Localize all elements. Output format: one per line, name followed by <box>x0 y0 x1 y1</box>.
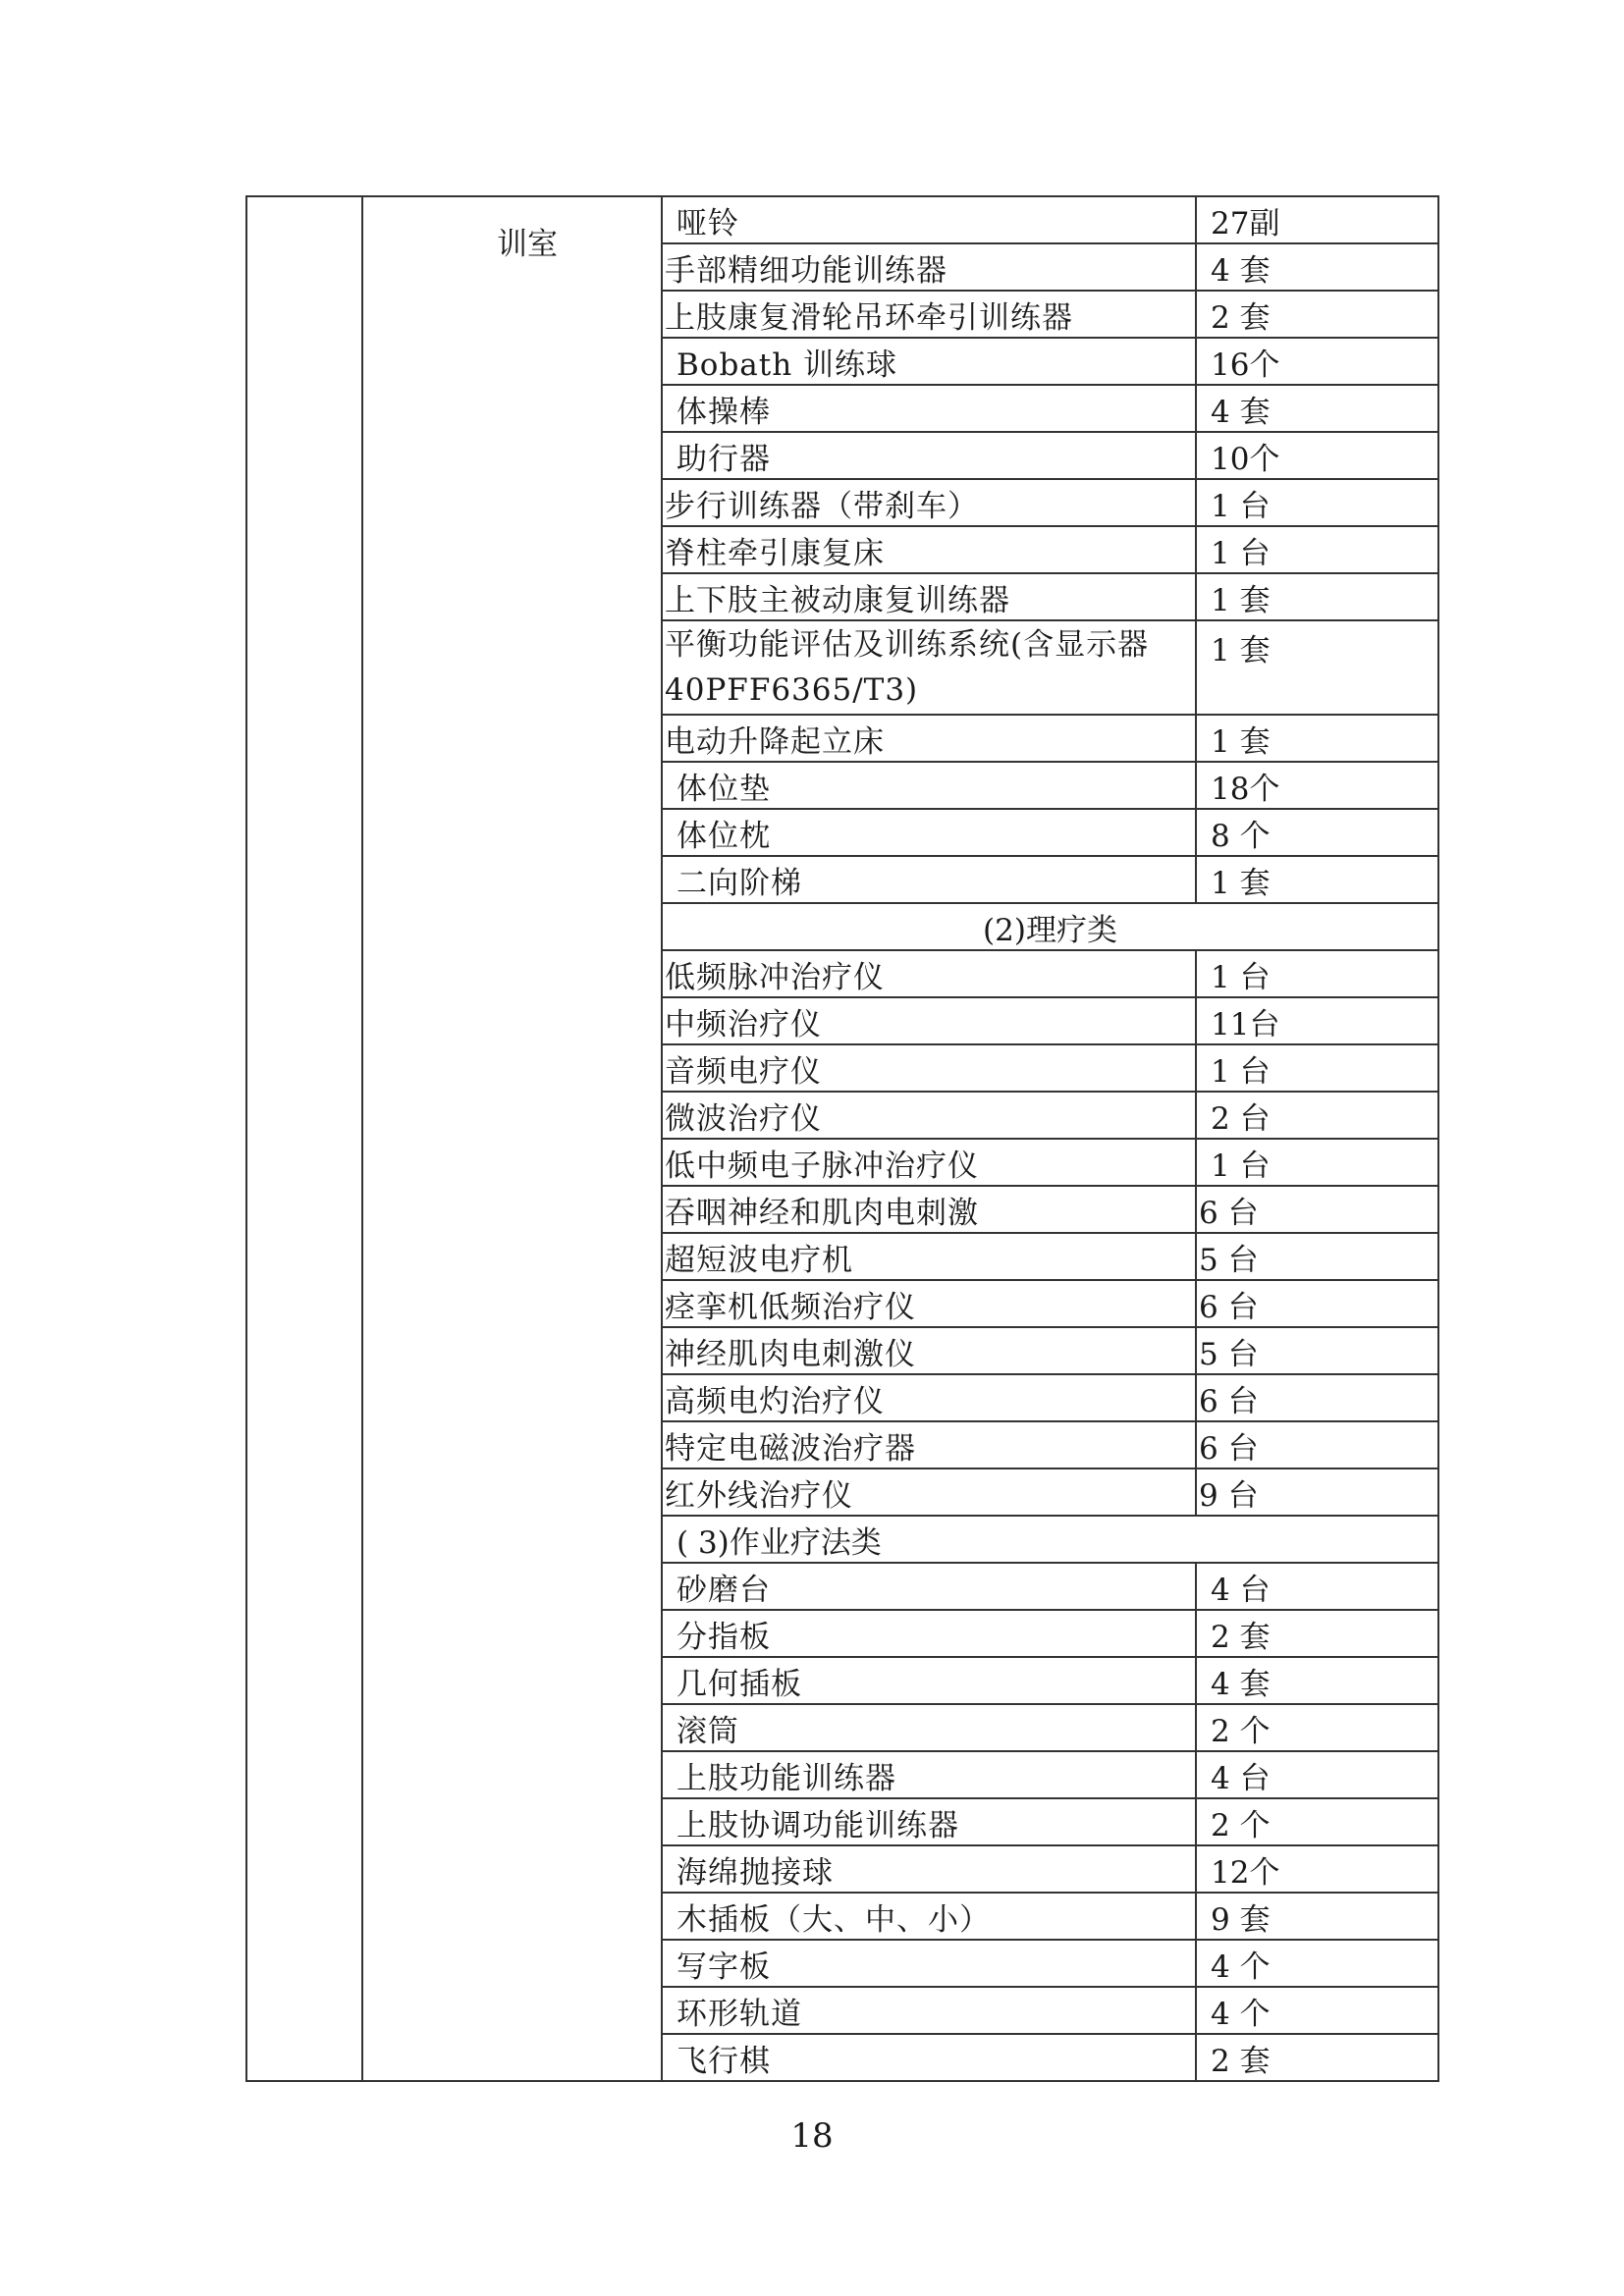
item-quantity: 4 套 <box>1196 243 1438 291</box>
item-name: 上肢功能训练器 <box>662 1751 1196 1798</box>
item-name: 助行器 <box>662 432 1196 479</box>
item-name: 高频电灼治疗仪 <box>662 1374 1196 1421</box>
item-name: 神经肌肉电刺激仪 <box>662 1327 1196 1374</box>
item-name: 低中频电子脉冲治疗仪 <box>662 1139 1196 1186</box>
item-name: 上下肢主被动康复训练器 <box>662 573 1196 620</box>
item-name: Bobath 训练球 <box>662 338 1196 385</box>
page-number: 18 <box>790 2116 834 2156</box>
equipment-table <box>245 195 1439 2082</box>
item-quantity: 1 台 <box>1196 526 1438 573</box>
item-name: 吞咽神经和肌肉电刺激 <box>662 1186 1196 1233</box>
section-heading: (2)理疗类 <box>662 903 1438 950</box>
item-name: 几何插板 <box>662 1657 1196 1704</box>
item-name: 特定电磁波治疗器 <box>662 1421 1196 1468</box>
item-name: 脊柱牵引康复床 <box>662 526 1196 573</box>
item-name: 上肢协调功能训练器 <box>662 1798 1196 1845</box>
item-name: 步行训练器（带刹车） <box>662 479 1196 526</box>
item-quantity: 18个 <box>1196 762 1438 809</box>
item-quantity: 9 套 <box>1196 1893 1438 1940</box>
section-heading: ( 3)作业疗法类 <box>662 1516 1438 1563</box>
item-quantity: 9 台 <box>1196 1468 1438 1516</box>
item-name: 体位垫 <box>662 762 1196 809</box>
item-name: 滚筒 <box>662 1704 1196 1751</box>
item-name: 低频脉冲治疗仪 <box>662 950 1196 997</box>
item-quantity: 10个 <box>1196 432 1438 479</box>
item-name: 木插板（大、中、小） <box>662 1893 1196 1940</box>
item-quantity: 4 个 <box>1196 1987 1438 2034</box>
item-quantity: 6 台 <box>1196 1280 1438 1327</box>
item-quantity: 4 个 <box>1196 1940 1438 1987</box>
item-name: 电动升降起立床 <box>662 715 1196 762</box>
item-name: 红外线治疗仪 <box>662 1468 1196 1516</box>
item-name: 分指板 <box>662 1610 1196 1657</box>
item-name: 中频治疗仪 <box>662 997 1196 1044</box>
room-label-cell <box>362 196 662 2081</box>
item-quantity: 1 套 <box>1196 715 1438 762</box>
item-quantity: 6 台 <box>1196 1186 1438 1233</box>
item-quantity: 2 个 <box>1196 1798 1438 1845</box>
item-name: 手部精细功能训练器 <box>662 243 1196 291</box>
item-quantity: 1 台 <box>1196 1044 1438 1092</box>
item-name: 上肢康复滑轮吊环牵引训练器 <box>662 291 1196 338</box>
item-name: 二向阶梯 <box>662 856 1196 903</box>
item-quantity: 2 套 <box>1196 291 1438 338</box>
item-quantity: 2 套 <box>1196 2034 1438 2081</box>
item-quantity: 1 台 <box>1196 950 1438 997</box>
item-name: 音频电疗仪 <box>662 1044 1196 1092</box>
item-quantity: 5 台 <box>1196 1233 1438 1280</box>
item-quantity: 6 台 <box>1196 1374 1438 1421</box>
item-quantity: 4 套 <box>1196 385 1438 432</box>
item-quantity: 1 套 <box>1196 856 1438 903</box>
item-name: 超短波电疗机 <box>662 1233 1196 1280</box>
item-name: 飞行棋 <box>662 2034 1196 2081</box>
item-quantity: 27副 <box>1196 196 1438 243</box>
item-quantity: 1 套 <box>1196 620 1438 715</box>
item-name: 体操棒 <box>662 385 1196 432</box>
item-name: 平衡功能评估及训练系统(含显示器 40PFF6365/T3) <box>662 620 1196 715</box>
item-quantity: 6 台 <box>1196 1421 1438 1468</box>
item-quantity: 8 个 <box>1196 809 1438 856</box>
item-quantity: 11台 <box>1196 997 1438 1044</box>
item-quantity: 4 台 <box>1196 1563 1438 1610</box>
item-quantity: 2 个 <box>1196 1704 1438 1751</box>
item-quantity: 1 套 <box>1196 573 1438 620</box>
item-quantity: 1 台 <box>1196 1139 1438 1186</box>
table-row <box>246 196 1438 243</box>
item-quantity: 4 台 <box>1196 1751 1438 1798</box>
item-name: 体位枕 <box>662 809 1196 856</box>
item-name: 海绵抛接球 <box>662 1845 1196 1893</box>
item-quantity: 12个 <box>1196 1845 1438 1893</box>
item-name: 微波治疗仪 <box>662 1092 1196 1139</box>
item-quantity: 5 台 <box>1196 1327 1438 1374</box>
item-name: 环形轨道 <box>662 1987 1196 2034</box>
item-name: 哑铃 <box>662 196 1196 243</box>
category-cell <box>246 196 362 2081</box>
item-quantity: 2 台 <box>1196 1092 1438 1139</box>
item-name: 写字板 <box>662 1940 1196 1987</box>
item-quantity: 1 台 <box>1196 479 1438 526</box>
item-name: 砂磨台 <box>662 1563 1196 1610</box>
equipment-table-body <box>246 196 1438 2081</box>
item-quantity: 16个 <box>1196 338 1438 385</box>
room-label: 训室 <box>497 227 558 262</box>
item-quantity: 4 套 <box>1196 1657 1438 1704</box>
item-quantity: 2 套 <box>1196 1610 1438 1657</box>
item-name: 痉挛机低频治疗仪 <box>662 1280 1196 1327</box>
